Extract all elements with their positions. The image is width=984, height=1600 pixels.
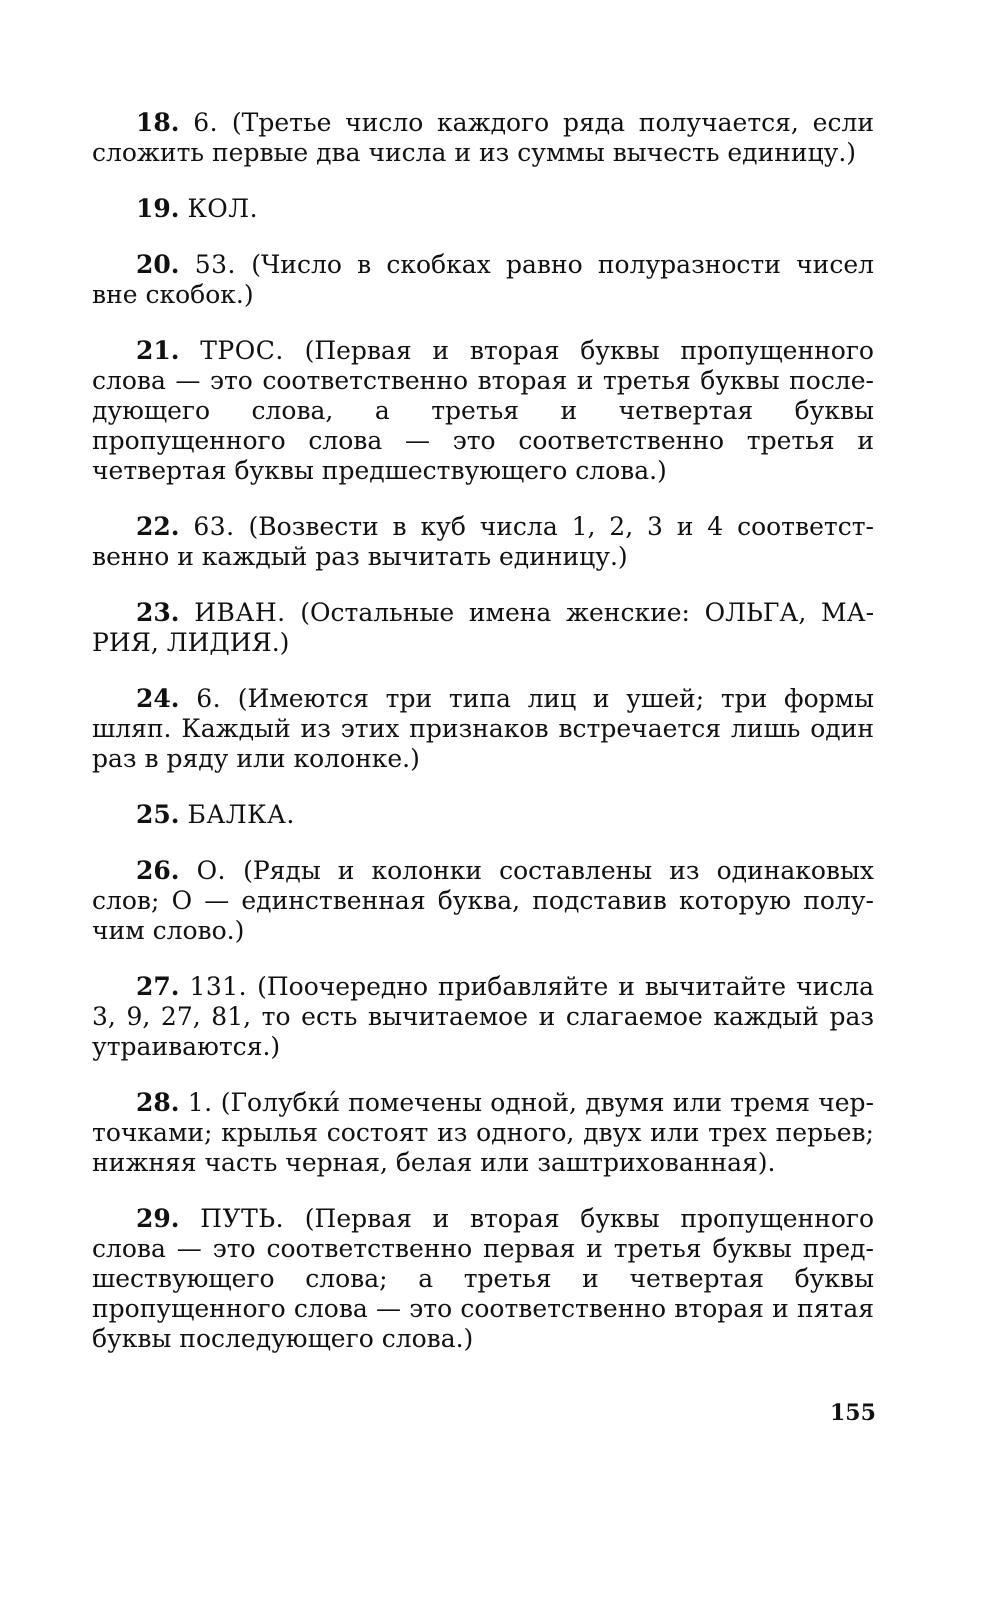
answer-explanation: (Ряды и колонки составлены из одинаковых слов; О — единственная буква, подставив которую получим слово.) xyxy=(92,856,875,945)
answer-explanation: (Третье число каждого ряда получается, если сложить первые два числа и из суммы вычесть единицу.) xyxy=(92,108,874,167)
answer-value: КОЛ. xyxy=(187,194,259,223)
answer-number: 28. xyxy=(136,1088,180,1117)
answer-number: 22. xyxy=(136,512,180,541)
answer-value: 6. xyxy=(193,108,219,137)
answer-value: 1. xyxy=(187,1088,213,1117)
answer-29 xyxy=(92,1204,874,1354)
answer-value: 63. xyxy=(193,512,235,541)
answer-number: 21. xyxy=(136,336,180,365)
answer-value: ИВАН. xyxy=(194,598,286,627)
answer-explanation: (Поочередно прибавляйте и вычитайте числа 3, 9, 27, 81, то есть вычитаемое и слагаемое каждый раз утраиваются.) xyxy=(92,972,874,1061)
answer-explanation: (Остальные имена женские: ОЛЬГА, МАРИЯ, ЛИДИЯ.) xyxy=(92,598,875,657)
answer-number: 23. xyxy=(136,598,180,627)
answer-explanation: (Голубки́ помечены одной, двумя или тремя черточками; крылья состоят из одного, двух или трех перьев; нижняя часть черная, белая или заштрихованная). xyxy=(92,1088,874,1177)
answer-25 xyxy=(92,800,874,830)
answer-27 xyxy=(92,972,874,1062)
page-number: 155 xyxy=(830,1400,876,1426)
answer-number: 19. xyxy=(136,194,180,223)
answer-value: 131. xyxy=(189,972,248,1001)
answer-number: 24. xyxy=(136,684,180,713)
answer-explanation: (Возвести в куб числа 1, 2, 3 и 4 соответственно и каждый раз вычитать единицу.) xyxy=(92,512,874,571)
answer-20 xyxy=(92,250,874,310)
answer-value: О. xyxy=(196,856,227,885)
answer-value: ПУТЬ. xyxy=(200,1204,285,1233)
answer-explanation: (Число в скобках равно полуразности чисел вне скобок.) xyxy=(92,250,874,309)
answer-19 xyxy=(92,194,874,224)
answer-number: 29. xyxy=(136,1204,180,1233)
answer-value: 6. xyxy=(196,684,222,713)
answer-18 xyxy=(92,108,874,168)
answers-page xyxy=(92,108,874,1380)
answer-explanation: (Имеются три типа лиц и ушей; три формы шляп. Каждый из этих признаков встречается лишь один раз в ряду или колонке.) xyxy=(92,684,874,773)
answer-21 xyxy=(92,336,874,486)
answer-number: 25. xyxy=(136,800,180,829)
answer-number: 26. xyxy=(136,856,180,885)
answer-explanation: (Первая и вторая буквы пропущенного слова — это соответственно вторая и третья буквы последующего слова, а третья и четвертая буквы пропущенного слова — это соответственно третья и четвертая буквы предшествующего слова.) xyxy=(92,336,874,485)
answer-value: 53. xyxy=(194,250,236,279)
answer-number: 20. xyxy=(136,250,180,279)
answer-24 xyxy=(92,684,874,774)
answer-number: 27. xyxy=(136,972,180,1001)
answer-22 xyxy=(92,512,874,572)
answer-value: БАЛКА. xyxy=(187,800,295,829)
answer-explanation: (Первая и вторая буквы пропущенного слова — это соответственно первая и третья буквы предшествующего слова; а третья и четвертая буквы пропущенного слова — это соответственно вторая и пятая буквы последующего слова.) xyxy=(92,1204,875,1353)
answer-value: ТРОС. xyxy=(200,336,284,365)
answer-number: 18. xyxy=(136,108,180,137)
answer-28 xyxy=(92,1088,874,1178)
answer-26 xyxy=(92,856,874,946)
answer-23 xyxy=(92,598,874,658)
